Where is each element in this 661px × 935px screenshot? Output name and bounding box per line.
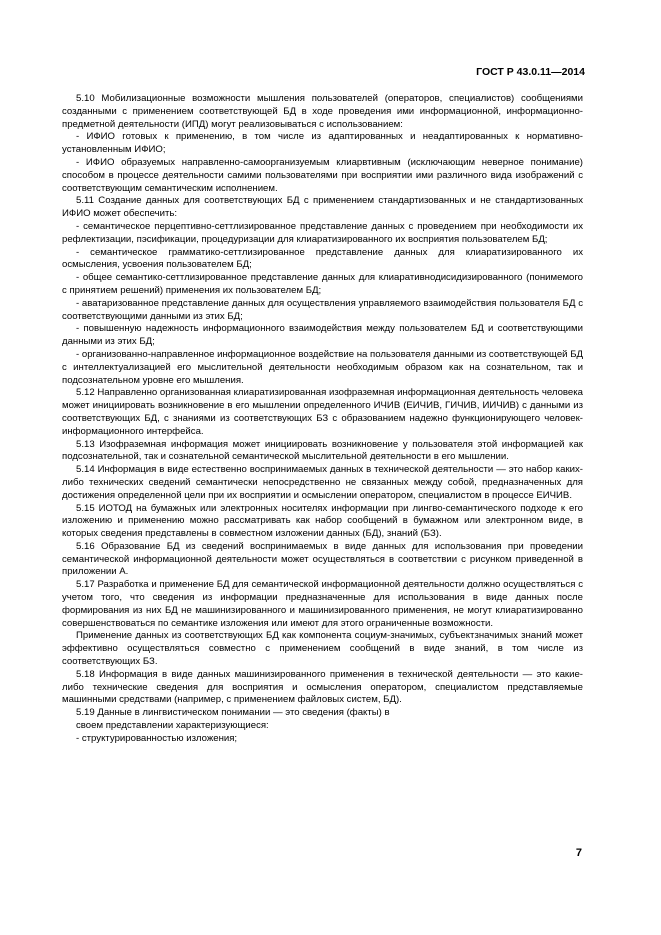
- paragraph-5-12: 5.12 Направленно организованная клиаратизированная изофраземная информационная деятельность человека может инициировать возникновение в его мышлении определенного ИЧИВ (ЕИЧИВ, ГИЧИВ, ИИЧИВ) с данными из соответствующих БД, с знаниями из соответствующих БЗ с образованием надежно функционирующего человек-информационного интерфейса.: [62, 387, 583, 437]
- list-item: - повышенную надежность информационного взаимодействия между пользователем БД и соответствующими данными из этих БД;: [62, 323, 583, 348]
- document-body: [62, 93, 583, 746]
- standard-designation: ГОСТ Р 43.0.11—2014: [476, 66, 585, 78]
- paragraph-continuation: своем представлении характеризующиеся:: [76, 720, 269, 732]
- paragraph-5-11: 5.11 Создание данных для соответствующих БД с применением стандартизованных и не стандартизованных ИФИО может обеспечить:: [62, 195, 583, 220]
- paragraph-5-14: 5.14 Информация в виде естественно воспринимаемых данных в технической деятельности — это набор каких-либо технических сведений семантически непосредственно не связанных между собой, предназначенных для достижения определенной цели при их восприятии и осмыслении оператором, специалистом в процессе ЕИЧИВ.: [62, 464, 583, 501]
- list-item: - семантическое перцептивно-сеттлизированное представление данных с проведением при необходимости их рефлектизации, пэсификации, процедуризации для клиаратизированного их восприятия пользователем БД;: [62, 220, 583, 245]
- paragraph-5-18: 5.18 Информация в виде данных машинизированного применения в технической деятельности — это какие-либо технические сведения для восприятия и осмысления оператором, специалистом представляемые машинными средствами (например, с применением файловых систем, БД).: [62, 668, 583, 706]
- paragraph-5-19: 5.19 Данные в лингвистическом понимании — это сведения (факты) в: [76, 707, 390, 719]
- list-item: - общее семантико-сеттлизированное представление данных для клиаративнодисидизированного (понимемого с принятием решений) применения их пользователем БД;: [62, 272, 583, 296]
- page-number: 7: [575, 847, 582, 859]
- paragraph-5-17: 5.17 Разработка и применение БД для семантической информационной деятельности должно осуществляться с учетом того, что сведения из информации предназначенные для использования в виде данных после формирования из них БД не машинизированного и машинизированного применения, не могут клиаратизированно совершенствоваться по семантике изложения или имеют для этого ограниченные возможности.: [62, 579, 583, 629]
- paragraph-5-13: 5.13 Изофраземная информация может инициировать возникновение у пользователя этой информацией как подсознательной, так и сознательной семантической мыслительной деятельности в его мышлении.: [62, 438, 583, 463]
- paragraph-5-15: 5.15 ИОТОД на бумажных или электронных носителях информации при лингво-семантического подходе к его изложению и применению можно рассматривать как набор сообщений в бумажном или электронном виде, в которых сведения представлены в совместном изложении данных (БД), знаний (БЗ).: [62, 502, 583, 540]
- paragraph-5-10: 5.10 Мобилизационные возможности мышления пользователей (операторов, специалистов) сообщениями созданными с применением соответствующей БД в ходе проведения ими информационной, информационно-предметной деятельности (ИПД) могут реализовываться с использованием:: [62, 93, 583, 130]
- list-item: - ИФИО образуемых направленно-самоорганизуемым клиарвтивным (исключающим неверное понимание) способом в процессе деятельности самими пользователями при восприятии ими различного вида изображений с соответствующим семантическим исполнением.: [62, 156, 583, 194]
- list-item: - семантическое грамматико-сеттлизированное представление данных для клиаратизированного их осмысления, усвоения пользователем БД;: [62, 246, 583, 271]
- list-item: - аватаризованное представление данных для осуществления управляемого взаимодействия пользователя БД с соответствующими данными из этих БД;: [62, 297, 583, 322]
- paragraph-5-16: 5.16 Образование БД из сведений воспринимаемых в виде данных для использования при проведении семантической информационной деятельности может осуществляться в соответствии с рисунком приведенной в приложении А.: [62, 540, 583, 578]
- paragraph-application: Применение данных из соответствующих БД как компонента социум-значимых, субъектзначимых знаний может эффективно осуществляться совместно с применением сообщений в виде знаний, в том числе из соответствующих БЗ.: [62, 630, 583, 668]
- list-item: - организованно-направленное информационное воздействие на пользователя данными из соответствующей БД с интеллектуализацией его мыслительной деятельности необходимым образом как на сознательном, так и подсознательном уровне его мышления.: [62, 348, 583, 386]
- list-item: - ИФИО готовых к применению, в том числе из адаптированных и неадаптированных к нормативно-установленным ИФИО;: [62, 131, 583, 156]
- list-item: - структурированностью изложения;: [76, 732, 238, 744]
